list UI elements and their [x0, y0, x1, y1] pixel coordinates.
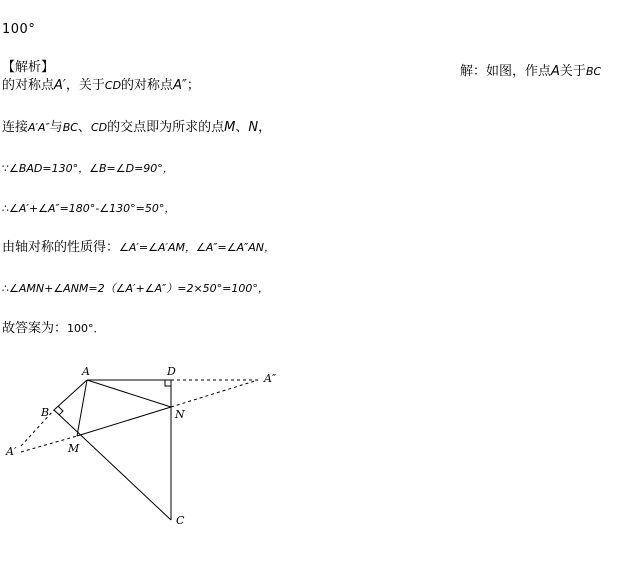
solution-head [460, 60, 601, 79]
right-angle-b-marker [58, 406, 63, 415]
point-n: N [248, 120, 259, 135]
connect-a: 连接 [2, 120, 29, 135]
label-a: A [82, 365, 90, 378]
symmetry-line [2, 240, 275, 256]
label-m: M [68, 442, 80, 455]
text-d: ； [186, 78, 200, 93]
solution-continuation [2, 78, 200, 94]
connect-b: 与 [49, 120, 63, 135]
final-line [2, 321, 105, 337]
label-c: C [176, 514, 185, 527]
point-a-dprime: A″ [173, 78, 187, 93]
answer-top: 100° [2, 22, 36, 37]
total-line: ∴∠AMN+∠ANM=2（∠A′+∠A″）=2×50°=100°， [2, 282, 269, 295]
connect-d: ， [258, 120, 272, 135]
segment-a-n [87, 380, 171, 407]
segment-bc: BC [62, 121, 78, 134]
text-a: 的对称点 [2, 78, 55, 93]
point-a-prime: A′ [54, 78, 66, 93]
label-a-dprime: A″ [264, 372, 277, 385]
separator: 、 [77, 120, 91, 135]
text-b: ，关于 [65, 78, 105, 93]
segment-aprime-adprime: A′A″ [28, 121, 50, 134]
dashed-n-adprime [171, 380, 258, 407]
symmetry-prefix: 由轴对称的性质得： [2, 240, 120, 255]
segment-cd: CD [90, 121, 108, 134]
label-n: N [175, 408, 185, 421]
label-d: D [167, 365, 176, 378]
right-angle-d-marker [165, 380, 171, 386]
segment-b-c [54, 410, 171, 520]
segment-m-n [77, 407, 171, 436]
label-a-prime: A′ [6, 445, 17, 458]
symmetry-body: ∠A′=∠A′AM，∠A″=∠A″AN， [119, 241, 275, 254]
segment-bc: BC [585, 65, 602, 78]
segment-cd: CD [104, 79, 122, 92]
solution-middle: 关于 [559, 64, 586, 79]
label-b: B [41, 406, 50, 419]
sum-line: ∴∠A′+∠A″=180°-∠130°=50°， [2, 202, 176, 215]
final-prefix: 故答案为： [2, 321, 68, 336]
point-a: A [551, 64, 560, 79]
geometry-figure [0, 360, 300, 564]
given-line: ∵∠BAD=130°，∠B=∠D=90°， [2, 162, 174, 175]
separator-2: 、 [235, 120, 249, 135]
analysis-label: 【解析】 [2, 60, 55, 75]
final-value: 100°． [67, 322, 105, 335]
connect-line [2, 120, 271, 136]
text-c: 的对称点 [121, 78, 174, 93]
connect-c: 的交点即为所求的点 [107, 120, 225, 135]
point-m: M [224, 120, 236, 135]
solution-prefix: 解：如图，作点 [460, 64, 552, 79]
